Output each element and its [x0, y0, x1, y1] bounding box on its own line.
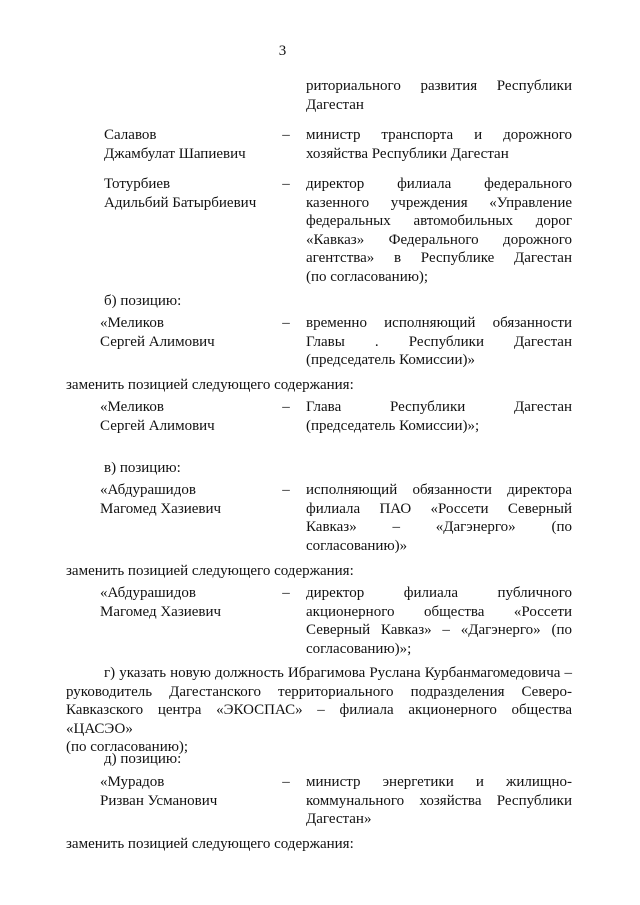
name-line: «Абдурашидов — [100, 585, 196, 601]
name-line: Магомед Хазиевич — [100, 500, 222, 517]
name-line: «Меликов — [100, 399, 164, 415]
name-line: Сергей Алимович — [100, 417, 215, 434]
replace-instruction: заменить позицией следующего содержания: — [66, 377, 354, 393]
entry-name-melikov-new — [100, 398, 275, 435]
paragraph-line: Кавказского центра «ЭКОСПАС» – филиала акционерного общества «ЦАСЭО» — [66, 702, 572, 737]
page-number: 3 — [278, 43, 287, 59]
paragraph-line: руководитель Дагестанского территориального подразделения Северо- — [66, 683, 572, 700]
desc-line: федеральных автомобильных дорог — [306, 213, 572, 229]
desc-line: директор филиала федерального — [306, 176, 572, 192]
replace-instruction: заменить позицией следующего содержания: — [66, 563, 354, 579]
entry-dash: – — [282, 585, 290, 601]
paragraph-line: (по согласованию); — [66, 739, 189, 755]
desc-line: агентства» в Республике Дагестан — [306, 250, 572, 266]
desc-line: Дагестан — [306, 96, 364, 113]
name-line: «Меликов — [100, 315, 164, 331]
entry-name-abdurashidov-new — [100, 584, 275, 621]
entry-dash: – — [282, 176, 290, 192]
name-line: «Абдурашидов — [100, 482, 196, 498]
desc-line: согласованию)»; — [306, 640, 412, 657]
entry-description-melikov-old — [306, 314, 572, 370]
item-label-b: б) позицию: — [104, 293, 182, 309]
paragraph-g — [66, 664, 572, 757]
desc-line: Дагестан» — [306, 811, 372, 827]
desc-line: хозяйства Республики Дагестан — [306, 145, 509, 162]
name-line: «Мурадов — [100, 774, 165, 790]
entry-name-abdurashidov-old — [100, 481, 275, 518]
name-line: Сергей Алимович — [100, 333, 215, 350]
desc-line: временно исполняющий обязанности — [306, 315, 572, 331]
entry-dash: – — [282, 127, 290, 143]
entry-name-toturbiev — [104, 175, 279, 212]
item-label-d: д) позицию: — [104, 751, 182, 767]
paragraph-line: г) указать новую должность Ибрагимова Руслана Курбанмагомедовича – — [104, 665, 572, 681]
desc-line: Главы . Республики Дагестан — [306, 333, 572, 350]
name-line: Ризван Усманович — [100, 792, 218, 809]
desc-line: Кавказ» – «Дагэнерго» (по — [306, 519, 572, 535]
desc-line: директор филиала публичного — [306, 585, 572, 601]
desc-line: согласованию)» — [306, 537, 408, 554]
desc-line: коммунального хозяйства Республики — [306, 792, 572, 809]
desc-line: (председатель Комиссии)» — [306, 352, 475, 368]
name-line: Салавов — [104, 127, 157, 143]
desc-line: министр транспорта и дорожного — [306, 127, 572, 143]
name-line: Адильбий Батырбиевич — [104, 194, 257, 211]
entry-description-melikov-new — [306, 398, 572, 435]
desc-line: филиала ПАО «Россети Северный — [306, 500, 572, 517]
name-line: Тотурбиев — [104, 176, 171, 192]
entry-dash: – — [282, 482, 290, 498]
entry-dash: – — [282, 774, 290, 790]
desc-line: министр энергетики и жилищно- — [306, 774, 572, 790]
entry-dash: – — [282, 399, 290, 415]
entry-name-muradov — [100, 773, 275, 810]
name-line: Джамбулат Шапиевич — [104, 145, 246, 162]
entry-description-abdurashidov-old — [306, 481, 572, 555]
entry-name-melikov-old — [100, 314, 275, 351]
desc-line: Глава Республики Дагестан — [306, 399, 572, 415]
item-label-v: в) позицию: — [104, 460, 181, 476]
replace-instruction: заменить позицией следующего содержания: — [66, 836, 354, 852]
entry-name-salavov — [104, 126, 279, 163]
name-line: Магомед Хазиевич — [100, 603, 222, 620]
entry-description-toturbiev — [306, 175, 572, 286]
entry-description-salavov — [306, 126, 572, 163]
entry-description-muradov — [306, 773, 572, 829]
desc-line: (по согласованию); — [306, 268, 429, 285]
desc-line: акционерного общества «Россети — [306, 603, 572, 620]
entry-description-abdurashidov-new — [306, 584, 572, 658]
continuation-description — [306, 77, 572, 114]
entry-dash: – — [282, 315, 290, 331]
desc-line: риториального развития Республики — [306, 78, 572, 94]
desc-line: «Кавказ» Федерального дорожного — [306, 231, 572, 248]
desc-line: (председатель Комиссии)»; — [306, 417, 480, 434]
desc-line: Северный Кавказ» – «Дагэнерго» (по — [306, 622, 572, 638]
desc-line: исполняющий обязанности директора — [306, 482, 572, 498]
desc-line: казенного учреждения «Управление — [306, 194, 572, 211]
